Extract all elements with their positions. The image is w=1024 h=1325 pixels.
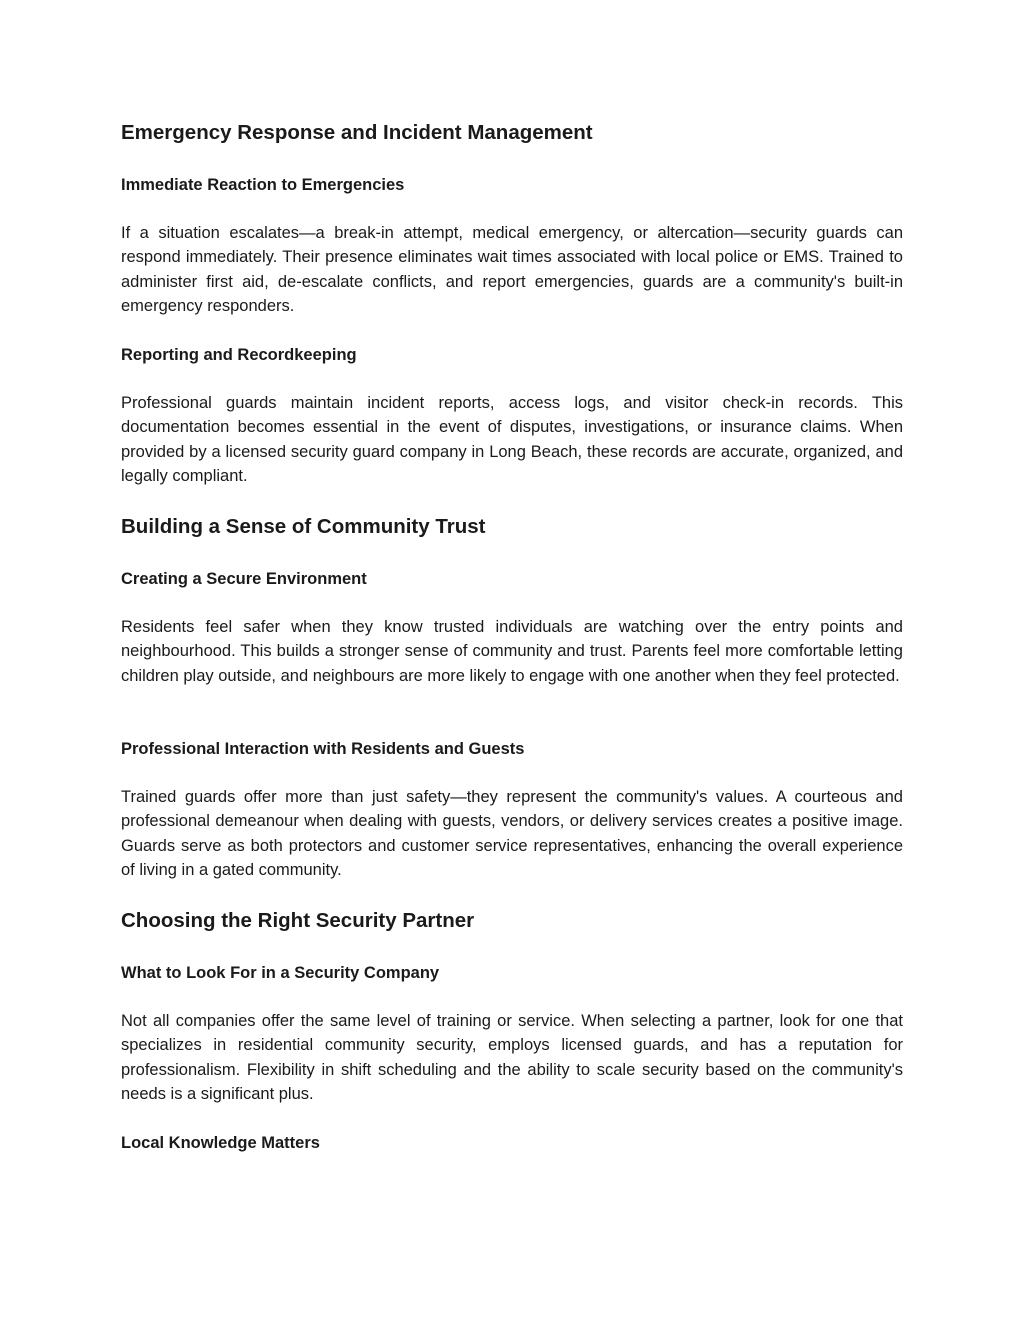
subsection-title-professional-interaction: Professional Interaction with Residents and Guests bbox=[121, 740, 525, 758]
section-heading bbox=[121, 513, 903, 541]
paragraph bbox=[121, 391, 903, 489]
paragraph bbox=[121, 615, 903, 688]
subsection-title-local-knowledge: Local Knowledge Matters bbox=[121, 1134, 320, 1152]
section-heading bbox=[121, 907, 903, 935]
paragraph bbox=[121, 221, 903, 319]
subsection bbox=[121, 173, 903, 197]
subsection bbox=[121, 343, 903, 367]
paragraph-secure-environment: Residents feel safer when they know trusted individuals are watching over the entry points and neighbourhood. This builds a stronger sense of community and trust. Parents feel more comfortable letting children play outside, and neighbours are more likely to engage with one another when they feel protected. bbox=[121, 618, 903, 685]
paragraph bbox=[121, 785, 903, 883]
subsection bbox=[121, 567, 903, 591]
subsection-title-reporting: Reporting and Recordkeeping bbox=[121, 346, 357, 364]
paragraph-what-to-look-for: Not all companies offer the same level of training or service. When selecting a partner, look for one that specializes in residential community security, employs licensed guards, and has a reputation for professionalism. Flexibility in shift scheduling and the ability to scale security based on the community's needs is a significant plus. bbox=[121, 1012, 903, 1104]
paragraph bbox=[121, 1009, 903, 1107]
subsection bbox=[121, 961, 903, 985]
paragraph-immediate-reaction: If a situation escalates—a break-in attempt, medical emergency, or altercation—security guards can respond immediately. Their presence eliminates wait times associated with local police or EMS. Trained to administer first aid, de-escalate conflicts, and report emergencies, guards are a community's built-in emergency responders. bbox=[121, 224, 903, 316]
subsection bbox=[121, 737, 903, 761]
paragraph-reporting: Professional guards maintain incident reports, access logs, and visitor check-in records. This documentation becomes essential in the event of disputes, investigations, or insurance claims. When provided by a licensed security guard company in Long Beach, these records are accurate, organized, and legally compliant. bbox=[121, 394, 903, 486]
section-heading-emergency-response: Emergency Response and Incident Management bbox=[121, 121, 593, 144]
subsection-title-what-to-look-for: What to Look For in a Security Company bbox=[121, 964, 440, 982]
subsection-title-immediate-reaction: Immediate Reaction to Emergencies bbox=[121, 176, 405, 194]
subsection bbox=[121, 1131, 903, 1155]
paragraph-professional-interaction: Trained guards offer more than just safety—they represent the community's values. A courteous and professional demeanour when dealing with guests, vendors, or delivery services creates a positive image. Guards serve as both protectors and customer service representatives, enhancing the overall experience of living in a gated community. bbox=[121, 788, 903, 880]
subsection-title-secure-environment: Creating a Secure Environment bbox=[121, 570, 367, 588]
section-heading-security-partner: Choosing the Right Security Partner bbox=[121, 909, 475, 932]
section-heading-community-trust: Building a Sense of Community Trust bbox=[121, 515, 486, 538]
section-heading bbox=[121, 119, 903, 147]
